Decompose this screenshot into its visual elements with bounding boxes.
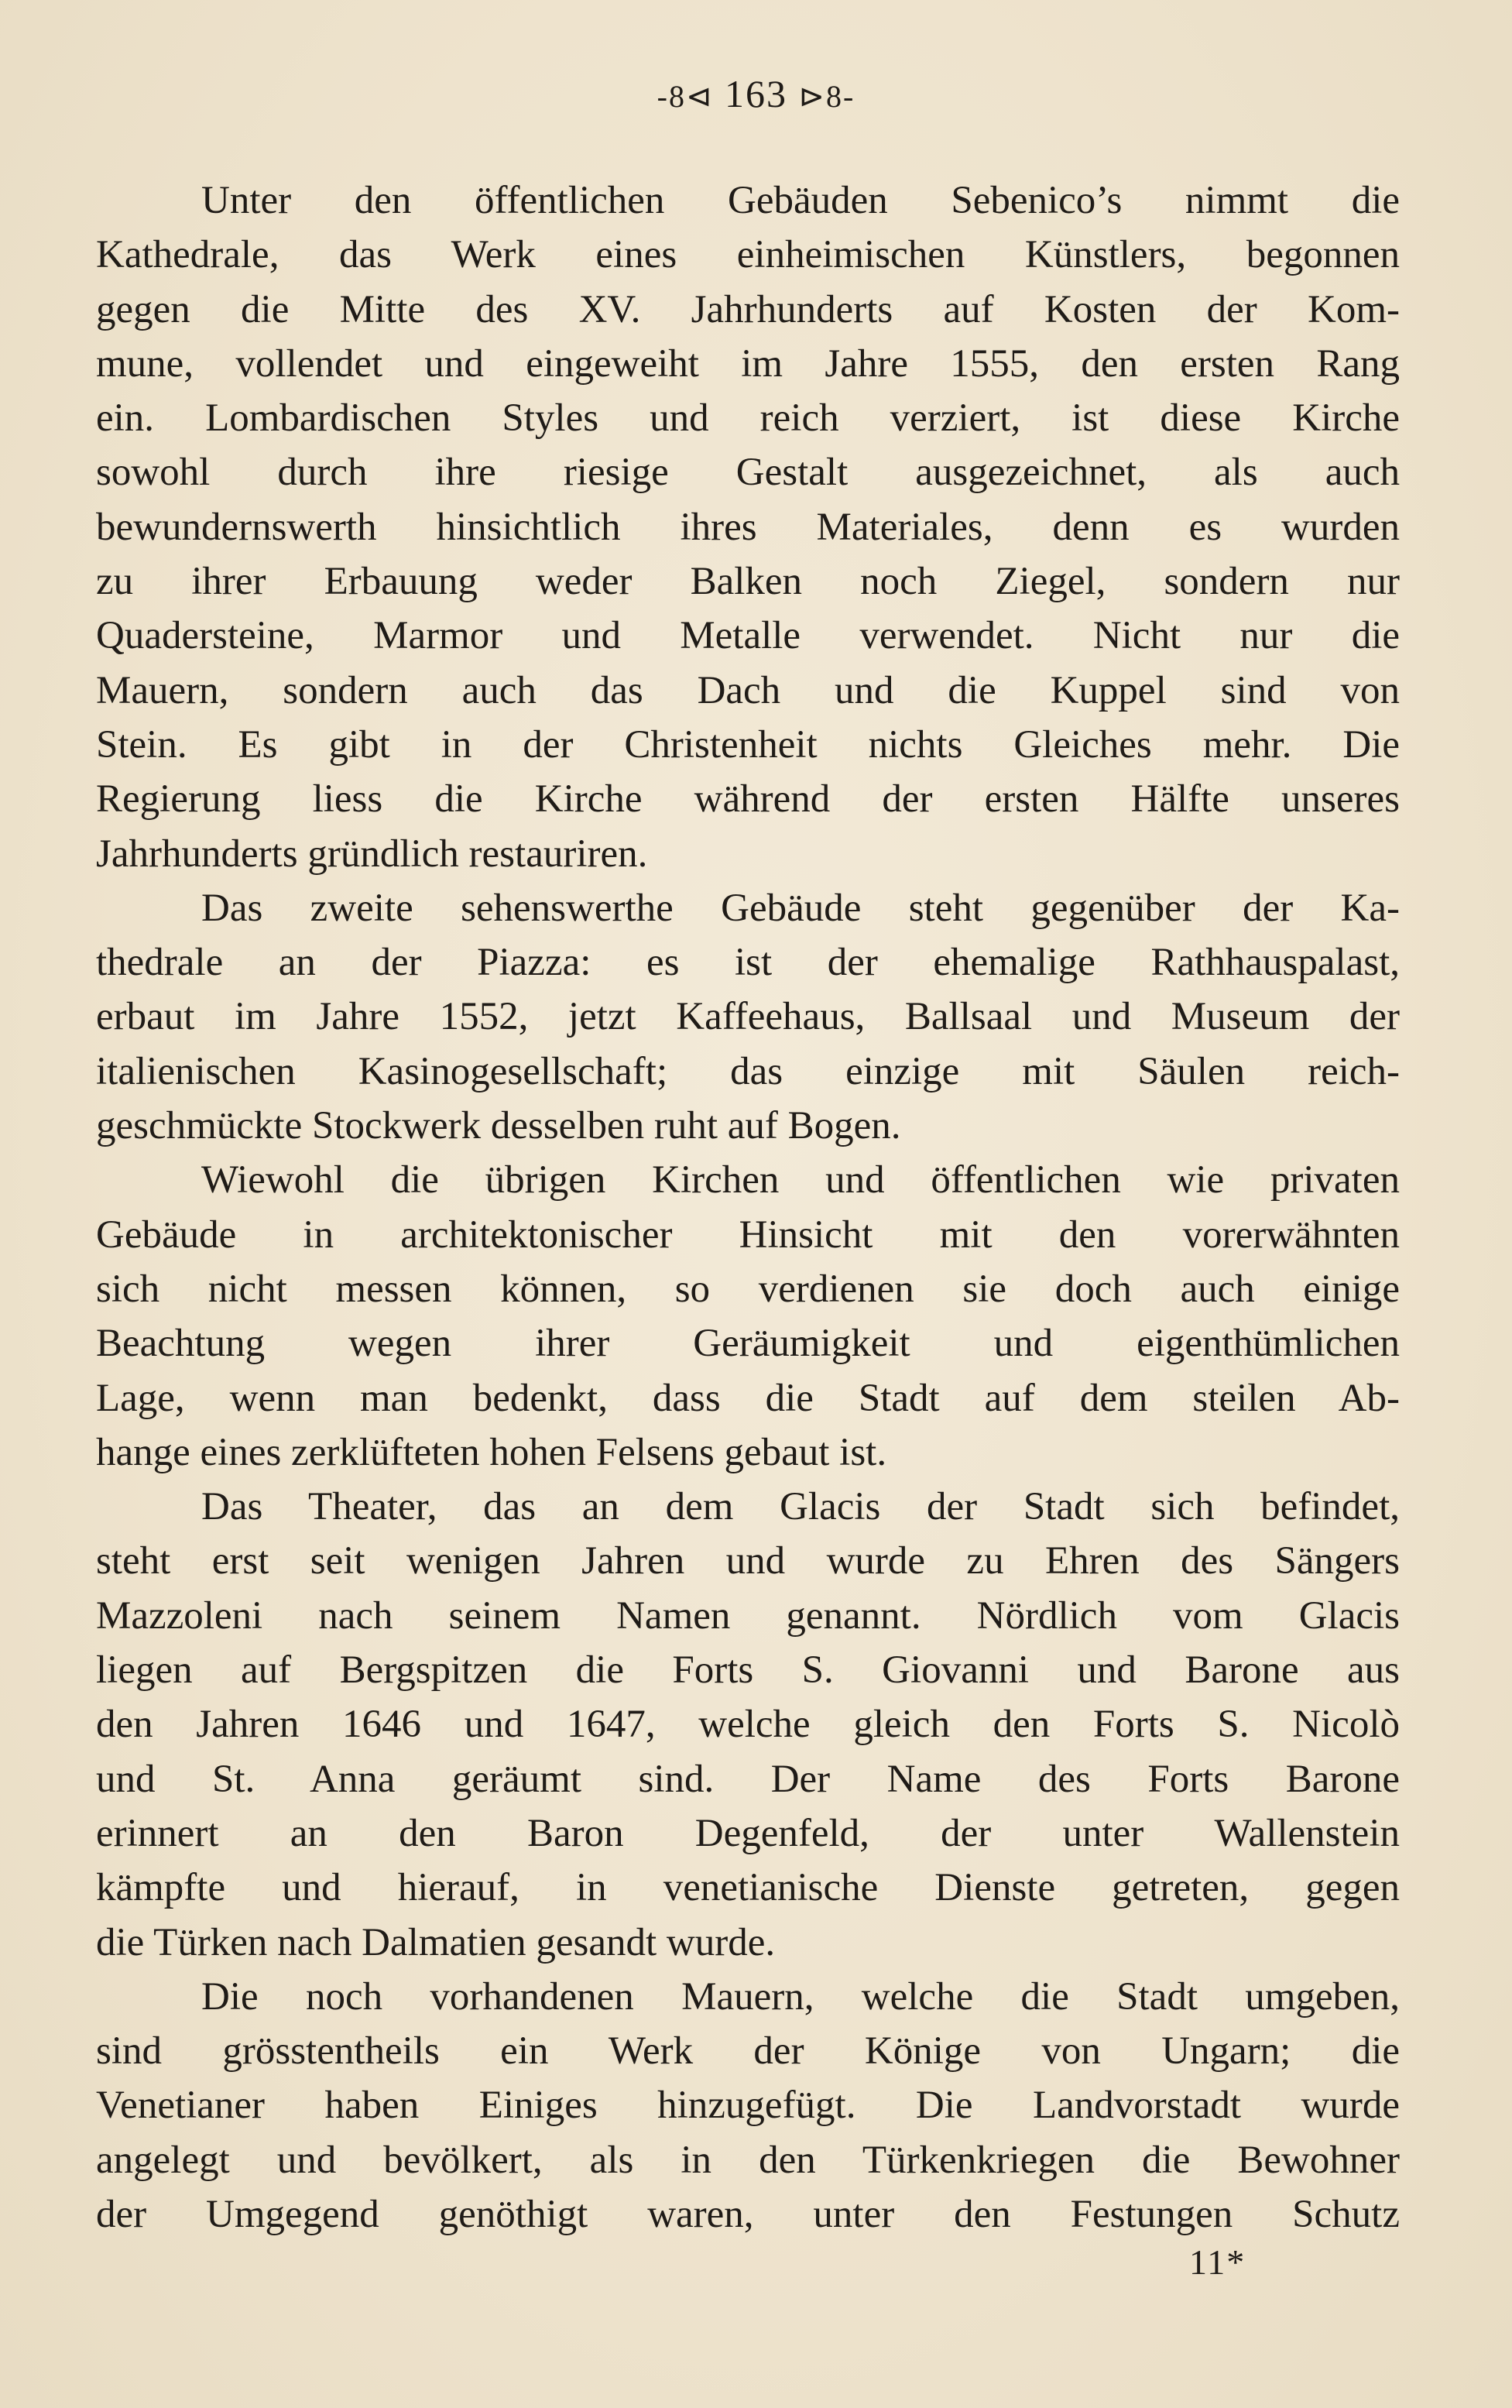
page-number: 163 <box>725 72 787 115</box>
text-line: sowohl durch ihre riesige Gestalt ausgezeichnet, als auch <box>96 451 1400 495</box>
text-line: Stein. Es gibt in der Christenheit nichts Gleiches mehr. Die <box>96 722 1400 767</box>
text-line: Kathedrale, das Werk eines einheimischen Künstlers, begonnen <box>96 233 1400 277</box>
paragraph <box>96 1153 1400 1480</box>
text-line: Lage, wenn man bedenkt, dass die Stadt auf dem steilen Ab- <box>96 1376 1400 1420</box>
text-line: gegen die Mitte des XV. Jahrhunderts auf Kosten der Kom- <box>96 287 1400 331</box>
text-line: Jahrhunderts gründlich restauriren. <box>96 832 648 876</box>
text-line: Gebäude in architektonischer Hinsicht mit den vorerwähnten <box>96 1213 1400 1257</box>
text-line: und St. Anna geräumt sind. Der Name des Forts Barone <box>96 1757 1400 1801</box>
paragraph <box>96 173 1400 881</box>
text-line: Venetianer haben Einiges hinzugefügt. Die Landvorstadt wurde <box>96 2084 1400 2128</box>
text-line: hange eines zerklüfteten hohen Felsens gebaut ist. <box>96 1430 887 1474</box>
paragraph <box>96 881 1400 1153</box>
text-line: Wiewohl die übrigen Kirchen und öffentlichen wie privaten <box>201 1158 1400 1202</box>
text-line: mune, vollendet und eingeweiht im Jahre 1555, den ersten Rang <box>96 341 1400 386</box>
text-line: erbaut im Jahre 1552, jetzt Kaffeehaus, Ballsaal und Museum der <box>96 995 1400 1039</box>
text-line: Mazzoleni nach seinem Namen genannt. Nördlich vom Glacis <box>96 1593 1400 1638</box>
text-line: Quadersteine, Marmor und Metalle verwendet. Nicht nur die <box>96 614 1400 658</box>
text-line: kämpfte und hierauf, in venetianische Dienste getreten, gegen <box>96 1866 1400 1910</box>
text-line: thedrale an der Piazza: es ist der ehemalige Rathhauspalast, <box>96 941 1400 985</box>
text-line: Das Theater, das an dem Glacis der Stadt sich befindet, <box>201 1485 1400 1529</box>
header-ornament-left: -8⊲ <box>657 79 714 114</box>
text-line: der Umgegend genöthigt waren, unter den Festungen Schutz <box>96 2192 1400 2236</box>
paragraph <box>96 1970 1400 2242</box>
header-ornament-right: ⊳8- <box>798 79 855 114</box>
text-line: geschmückte Stockwerk desselben ruht auf Bogen. <box>96 1104 901 1148</box>
text-line: liegen auf Bergspitzen die Forts S. Giovanni und Barone aus <box>96 1648 1400 1693</box>
paragraph <box>96 1480 1400 1970</box>
text-line: Das zweite sehenswerthe Gebäude steht gegenüber der Ka- <box>201 886 1400 930</box>
text-line: ein. Lombardischen Styles und reich verziert, ist diese Kirche <box>96 396 1400 441</box>
text-line: Die noch vorhandenen Mauern, welche die Stadt umgeben, <box>201 1974 1400 2019</box>
text-line: die Türken nach Dalmatien gesandt wurde. <box>96 1920 776 1964</box>
body-text <box>96 173 1400 2242</box>
page-header <box>0 71 1512 116</box>
text-line: Mauern, sondern auch das Dach und die Kuppel sind von <box>96 668 1400 712</box>
text-line: sich nicht messen können, so verdienen sie doch auch einige <box>96 1267 1400 1311</box>
text-line: angelegt und bevölkert, als in den Türkenkriegen die Bewohner <box>96 2138 1400 2182</box>
text-line: Regierung liess die Kirche während der ersten Hälfte unseres <box>96 777 1400 822</box>
signature-mark: 11* <box>1189 2242 1246 2282</box>
text-line: Beachtung wegen ihrer Geräumigkeit und eigenthümlichen <box>96 1322 1400 1366</box>
text-line: sind grösstentheils ein Werk der Könige von Ungarn; die <box>96 2029 1400 2074</box>
text-line: den Jahren 1646 und 1647, welche gleich den Forts S. Nicolò <box>96 1703 1400 1747</box>
text-line: Unter den öffentlichen Gebäuden Sebenico’s nimmt die <box>201 179 1400 222</box>
text-line: zu ihrer Erbauung weder Balken noch Ziegel, sondern nur <box>96 560 1400 604</box>
text-line: italienischen Kasinogesellschaft; das einzige mit Säulen reich- <box>96 1049 1400 1093</box>
text-line: steht erst seit wenigen Jahren und wurde zu Ehren des Sängers <box>96 1539 1400 1583</box>
text-line: bewundernswerth hinsichtlich ihres Materiales, denn es wurden <box>96 505 1400 549</box>
text-line: erinnert an den Baron Degenfeld, der unter Wallenstein <box>96 1811 1400 1855</box>
